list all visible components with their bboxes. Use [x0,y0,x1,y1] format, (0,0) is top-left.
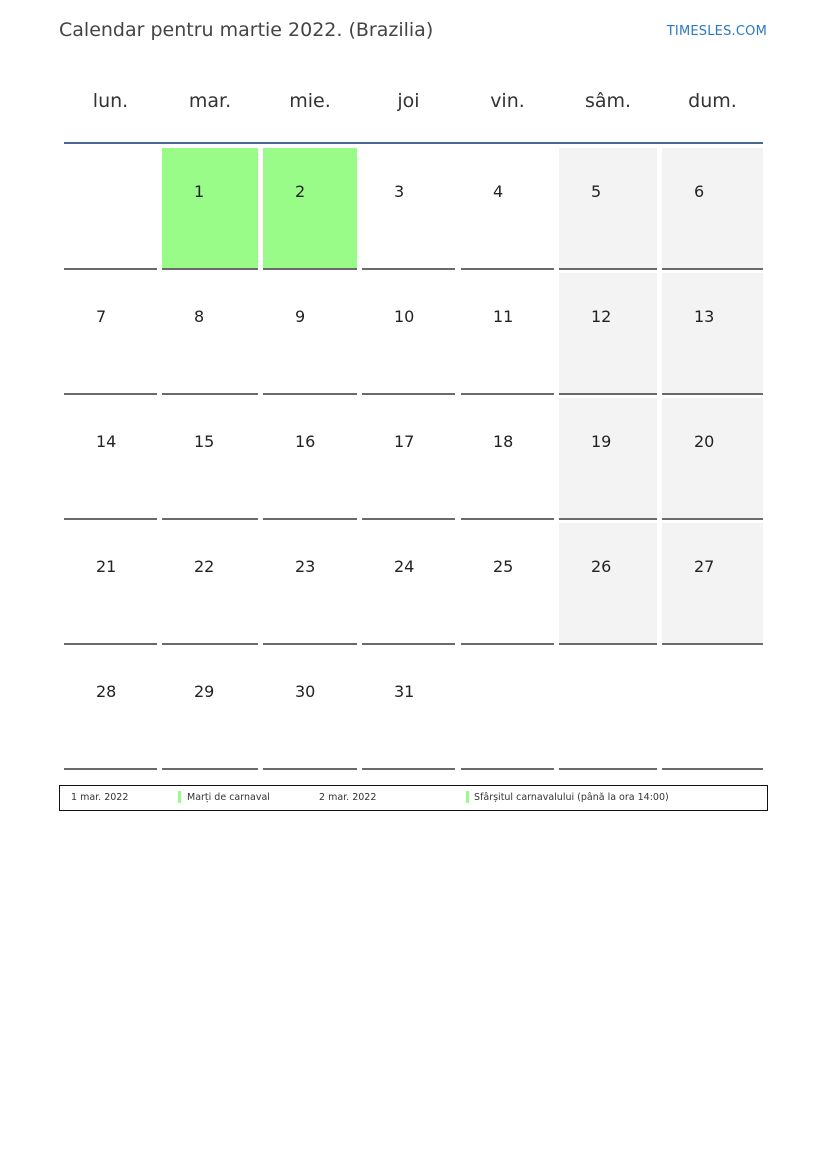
cell-underline [263,768,357,770]
cell-underline [64,768,157,770]
cell-underline [662,768,763,770]
day-cell-tue[interactable] [162,398,258,520]
day-cell-sun [662,648,763,770]
weekday-sun: dum. [688,90,737,112]
cell-underline [662,268,763,270]
day-number: 15 [194,432,215,451]
day-number: 9 [295,307,306,326]
day-cell-wed[interactable] [263,398,357,520]
day-cell-fri [461,648,554,770]
day-number: 13 [694,307,715,326]
cell-underline [662,518,763,520]
cell-underline [662,643,763,645]
day-number: 11 [493,307,514,326]
day-number: 2 [295,182,306,201]
day-number: 19 [591,432,612,451]
day-number: 31 [394,682,415,701]
day-number: 14 [96,432,117,451]
day-number: 21 [96,557,117,576]
weekday-sat: sâm. [584,90,632,112]
legend-holiday-1: Marți de carnaval [187,792,270,803]
page-title: Calendar pentru martie 2022. (Brazilia) [59,19,434,41]
day-cell-thu[interactable] [362,273,455,395]
weekday-fri: vin. [490,90,525,112]
cell-underline [362,768,455,770]
day-cell-thu[interactable] [362,523,455,645]
legend-color-marker-1 [178,791,181,803]
cell-underline [64,393,157,395]
legend-holiday-2: Sfârșitul carnavalului (până la ora 14:00) [474,792,669,803]
day-number: 29 [194,682,215,701]
day-cell-fri[interactable] [461,523,554,645]
day-number: 5 [591,182,602,201]
cell-underline [461,393,554,395]
cell-underline [263,393,357,395]
cell-underline [263,643,357,645]
day-cell-mon[interactable] [64,523,157,645]
cell-underline [559,643,657,645]
cell-underline [162,268,258,270]
cell-underline [362,268,455,270]
cell-underline [559,268,657,270]
day-number: 22 [194,557,215,576]
day-cell-sat[interactable] [559,273,657,395]
day-number: 17 [394,432,415,451]
day-cell-mon [64,148,157,270]
day-cell-fri[interactable] [461,273,554,395]
legend-color-marker-2 [466,791,469,803]
day-number: 12 [591,307,612,326]
cell-underline [559,768,657,770]
day-number: 27 [694,557,715,576]
day-cell-tue[interactable] [162,148,258,270]
cell-underline [461,518,554,520]
legend-date-1: 1 mar. 2022 [71,792,129,803]
day-cell-sat [559,648,657,770]
day-cell-tue[interactable] [162,523,258,645]
day-number: 26 [591,557,612,576]
cell-underline [662,393,763,395]
day-number: 3 [394,182,405,201]
day-cell-thu[interactable] [362,398,455,520]
day-cell-sat[interactable] [559,148,657,270]
cell-underline [461,768,554,770]
day-number: 30 [295,682,316,701]
day-number: 6 [694,182,705,201]
cell-underline [263,518,357,520]
day-cell-thu[interactable] [362,148,455,270]
day-cell-sun[interactable] [662,273,763,395]
day-cell-sun[interactable] [662,523,763,645]
cell-underline [362,518,455,520]
cell-underline [362,643,455,645]
day-number: 4 [493,182,504,201]
day-number: 10 [394,307,415,326]
day-cell-tue[interactable] [162,648,258,770]
day-cell-mon[interactable] [64,648,157,770]
weekday-mon: lun. [92,90,129,112]
cell-underline [559,393,657,395]
day-cell-wed[interactable] [263,273,357,395]
weekday-thu: joi [397,90,420,112]
day-number: 24 [394,557,415,576]
cell-underline [559,518,657,520]
day-cell-wed[interactable] [263,148,357,270]
day-cell-thu[interactable] [362,648,455,770]
cell-underline [362,393,455,395]
legend-date-2: 2 mar. 2022 [319,792,377,803]
holiday-legend [59,785,768,811]
day-cell-mon[interactable] [64,273,157,395]
cell-underline [162,768,258,770]
brand-link[interactable]: TIMESLES.COM [666,24,767,39]
day-cell-sun[interactable] [662,148,763,270]
cell-underline [64,268,157,270]
day-number: 20 [694,432,715,451]
day-cell-wed[interactable] [263,523,357,645]
day-cell-tue[interactable] [162,273,258,395]
day-number: 1 [194,182,205,201]
header-divider [64,142,763,144]
day-cell-sat[interactable] [559,398,657,520]
day-cell-fri[interactable] [461,398,554,520]
day-number: 8 [194,307,205,326]
weekday-header [0,90,827,120]
cell-underline [263,268,357,270]
day-cell-fri[interactable] [461,148,554,270]
cell-underline [162,518,258,520]
cell-underline [162,393,258,395]
cell-underline [162,643,258,645]
weekday-tue: mar. [188,90,232,112]
day-cell-wed[interactable] [263,648,357,770]
day-number: 18 [493,432,514,451]
day-number: 16 [295,432,316,451]
day-cell-mon[interactable] [64,398,157,520]
cell-underline [64,518,157,520]
cell-underline [461,643,554,645]
day-number: 7 [96,307,107,326]
weekday-wed: mie. [289,90,331,112]
cell-underline [461,268,554,270]
cell-underline [64,643,157,645]
day-number: 25 [493,557,514,576]
day-cell-sun[interactable] [662,398,763,520]
day-number: 28 [96,682,117,701]
day-number: 23 [295,557,316,576]
day-cell-sat[interactable] [559,523,657,645]
